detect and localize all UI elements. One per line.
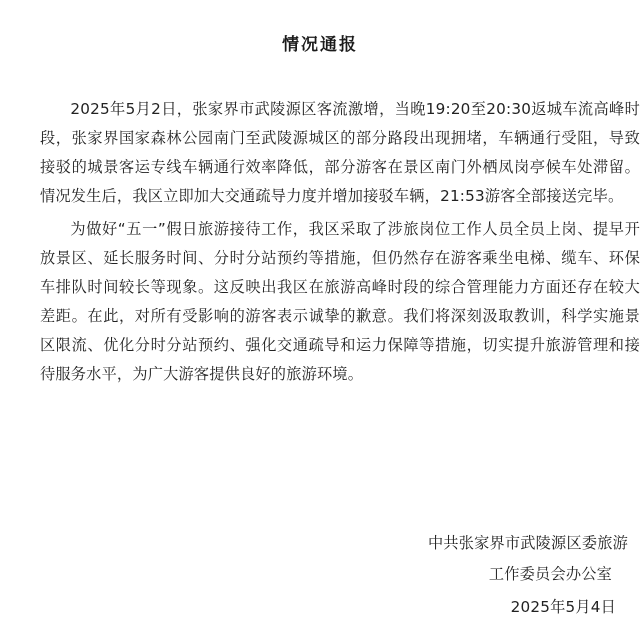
- signature-org-line1: 中共张家界市武陵源区委旅游: [427, 534, 628, 552]
- paragraph-apology: 为做好“五一”假日旅游接待工作，我区采取了涉旅岗位工作人员全员上岗、提早开放景区、延长服务时间、分时分站预约等措施，但仍然存在游客乘坐电梯、缆车、环保车排队时间较长等现象。这反映出我区在旅游高峰时段的综合管理能力方面还存在较大差距。在此，对所有受影响的游客表示诚挚的歉意。我们将深刻汲取教训，科学实施景区限流、优化分时分站预约、强化交通疏导和运力保障等措施，切实提升旅游管理和接待服务水平，为广大游客提供良好的旅游环境。: [40, 220, 640, 383]
- paragraph-incident: 2025年5月2日，张家界市武陵源区客流激增，当晚19:20至20:30返城车流高峰时段，张家界国家森林公园南门至武陵源城区的部分路段出现拥堵，车辆通行受阻，导致接驳的城景客运专线车辆通行效率降低，部分游客在景区南门外栖凤岗亭候车处滞留。情况发生后，我区立即加大交通疏导力度并增加接驳车辆，21:53游客全部接送完毕。: [40, 100, 640, 205]
- document-title: 情况通报: [282, 35, 358, 55]
- document-body: [40, 95, 640, 393]
- signature-org-line2: 工作委员会办公室: [488, 565, 612, 583]
- signature-date: 2025年5月4日: [510, 598, 616, 616]
